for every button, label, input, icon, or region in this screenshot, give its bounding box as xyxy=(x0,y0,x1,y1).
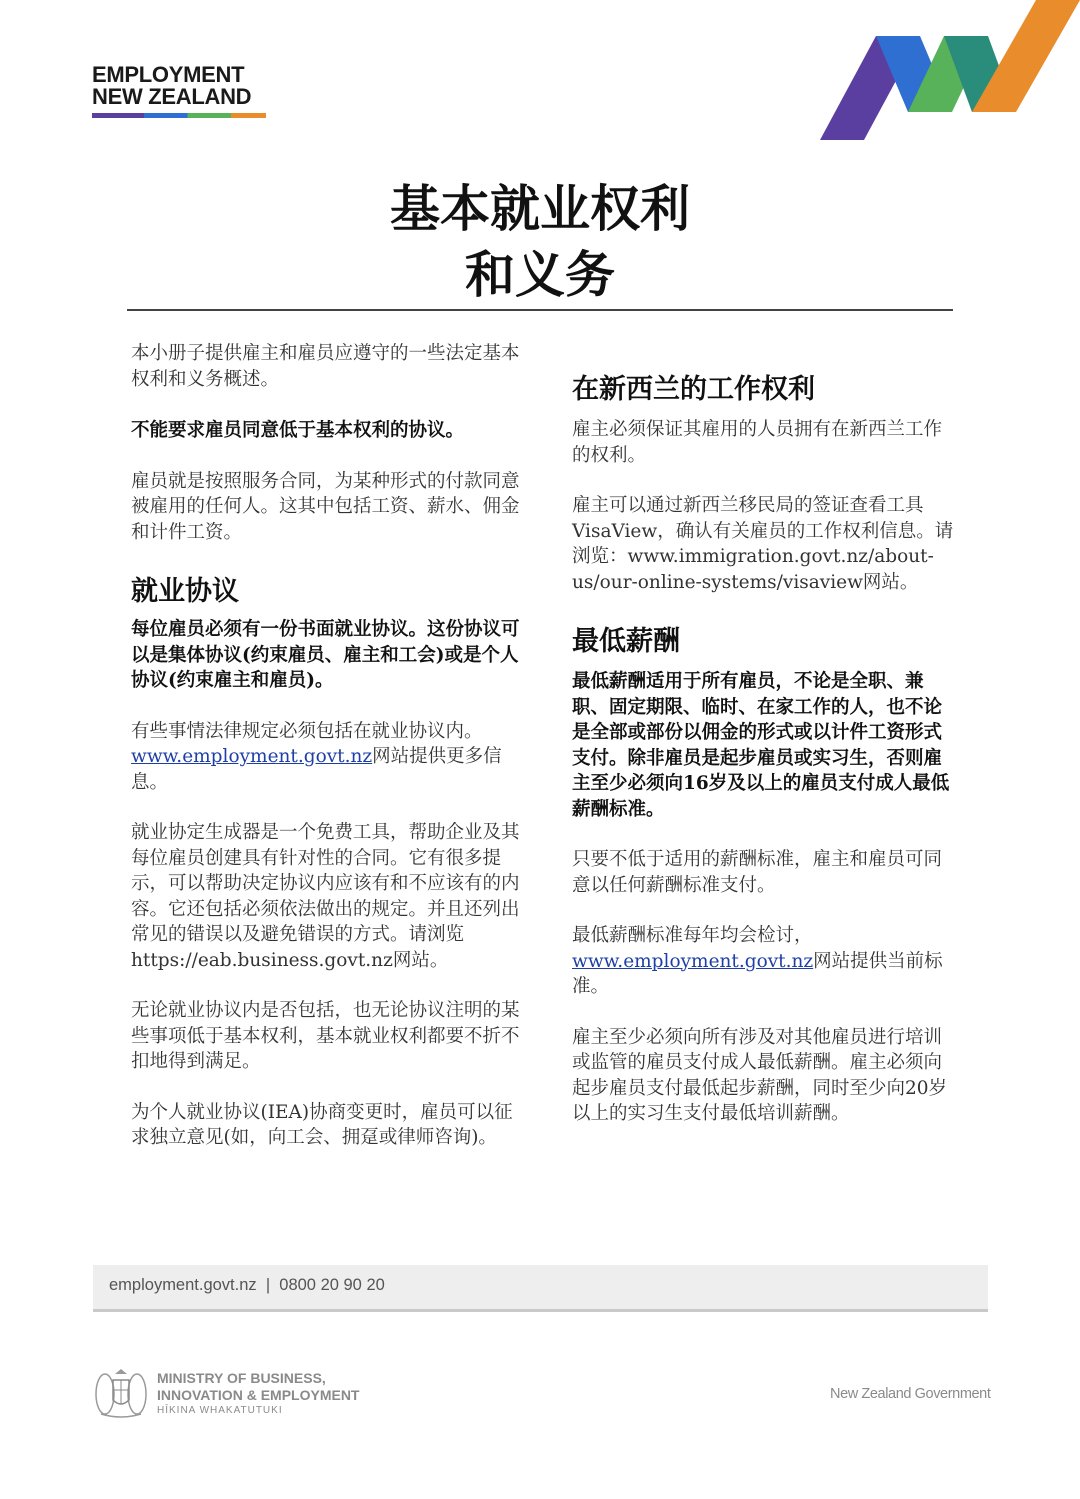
employment-link-2[interactable]: www.employment.govt.nz xyxy=(572,950,814,972)
ministry-line-1: MINISTRY OF BUSINESS, xyxy=(157,1370,326,1386)
law-paragraph xyxy=(131,719,523,796)
review-suffix: 网站提供当前标准。 xyxy=(572,950,943,997)
logo-line-1: EMPLOYMENT xyxy=(92,62,245,87)
visaview-paragraph: 雇主可以通过新西兰移民局的签证查看工具VisaView，确认有关雇员的工作权利信息。请浏览：www.immigration.govt.nz/about-us/our-online-systems/visaview网站。 xyxy=(572,495,954,593)
agreement-heading: 就业协议 xyxy=(131,576,239,607)
wage-review-paragraph xyxy=(572,923,956,1000)
agreement-requirement: 每位雇员必须有一份书面就业协议。这份协议可以是集体协议(约束雇员、雇主和工会)或是个人协议(约束雇主和雇员)。 xyxy=(131,619,520,691)
ministry-line-2: INNOVATION & EMPLOYMENT xyxy=(157,1387,360,1403)
iea-paragraph: 为个人就业协议(IEA)协商变更时，雇员可以征求独立意见(如，向工会、拥趸或律师咨询)。 xyxy=(131,1101,513,1148)
work-rights-heading: 在新西兰的工作权利 xyxy=(572,374,815,405)
employee-definition: 雇员就是按照服务合同，为某种形式的付款同意被雇用的任何人。这其中包括工资、薪水、佣金和计件工资。 xyxy=(131,470,520,543)
notice-paragraph: 不能要求雇员同意低于基本权利的协议。 xyxy=(131,420,465,441)
page-title xyxy=(127,176,953,308)
minimum-rights-paragraph: 无论就业协议内是否包括，也无论协议注明的某些事项低于基本权利，基本就业权利都要不折不扣地得到满足。 xyxy=(131,1000,520,1072)
left-column xyxy=(131,341,523,1151)
title-line-1: 基本就业权利 xyxy=(390,179,690,238)
logo-line-2: NEW ZEALAND xyxy=(92,84,252,109)
footer-contact-bar xyxy=(93,1265,988,1312)
footer-contact[interactable]: employment.govt.nz | 0800 20 90 20 xyxy=(109,1276,385,1294)
coat-of-arms-icon xyxy=(93,1366,149,1420)
intro-paragraph: 本小册子提供雇主和雇员应遵守的一些法定基本权利和义务概述。 xyxy=(131,343,520,390)
brand-zigzag-mark xyxy=(820,0,1080,140)
minimum-wage-heading: 最低薪酬 xyxy=(572,626,680,657)
employment-nz-logo xyxy=(92,64,251,108)
trainer-wage-paragraph: 雇主至少必须向所有涉及对其他雇员进行培训或监管的雇员支付成人最低薪酬。雇主必须向起步雇员支付最低起步薪酬，同时至少向20岁以上的实习生支付最低培训薪酬。 xyxy=(572,1026,948,1124)
law-suffix: 网站提供更多信息。 xyxy=(131,746,502,793)
agreement-builder-paragraph: 就业协定生成器是一个免费工具，帮助企业及其每位雇员创建具有针对性的合同。它有很多提示，可以帮助决定协议内应该有和不应该有的内容。它还包括必须依法做出的规定。并且还列出常见的错误以及避免错误的方式。请浏览https://eab.business.govt.nz网站。 xyxy=(131,822,520,971)
law-text: 有些事情法律规定必须包括在就业协议内。 xyxy=(131,720,483,742)
nz-government-logo: New Zealand Government xyxy=(830,1386,991,1402)
employment-link[interactable]: www.employment.govt.nz xyxy=(131,746,373,767)
right-column xyxy=(572,373,956,1127)
ministry-line-3: HĪKINA WHAKATUTUKI xyxy=(157,1405,283,1416)
review-text: 最低薪酬标准每年均会检讨， xyxy=(572,925,813,946)
title-line-2: 和义务 xyxy=(465,245,615,304)
wage-agreement-paragraph: 只要不低于适用的薪酬标准，雇主和雇员可同意以任何薪酬标准支付。 xyxy=(572,849,943,896)
work-rights-paragraph: 雇主必须保证其雇用的人员拥有在新西兰工作的权利。 xyxy=(572,419,943,466)
ministry-logo-text xyxy=(157,1370,359,1417)
minimum-wage-requirement: 最低薪酬适用于所有雇员，不论是全职、兼职、固定期限、临时、在家工作的人，也不论是全部或部份以佣金的形式或以计件工资形式支付。除非雇员是起步雇员或实习生，否则雇主至少必须向16岁及以上的雇员支付成人最低薪酬标准。 xyxy=(572,671,950,820)
title-divider xyxy=(127,309,953,311)
logo-color-bar xyxy=(92,113,266,118)
